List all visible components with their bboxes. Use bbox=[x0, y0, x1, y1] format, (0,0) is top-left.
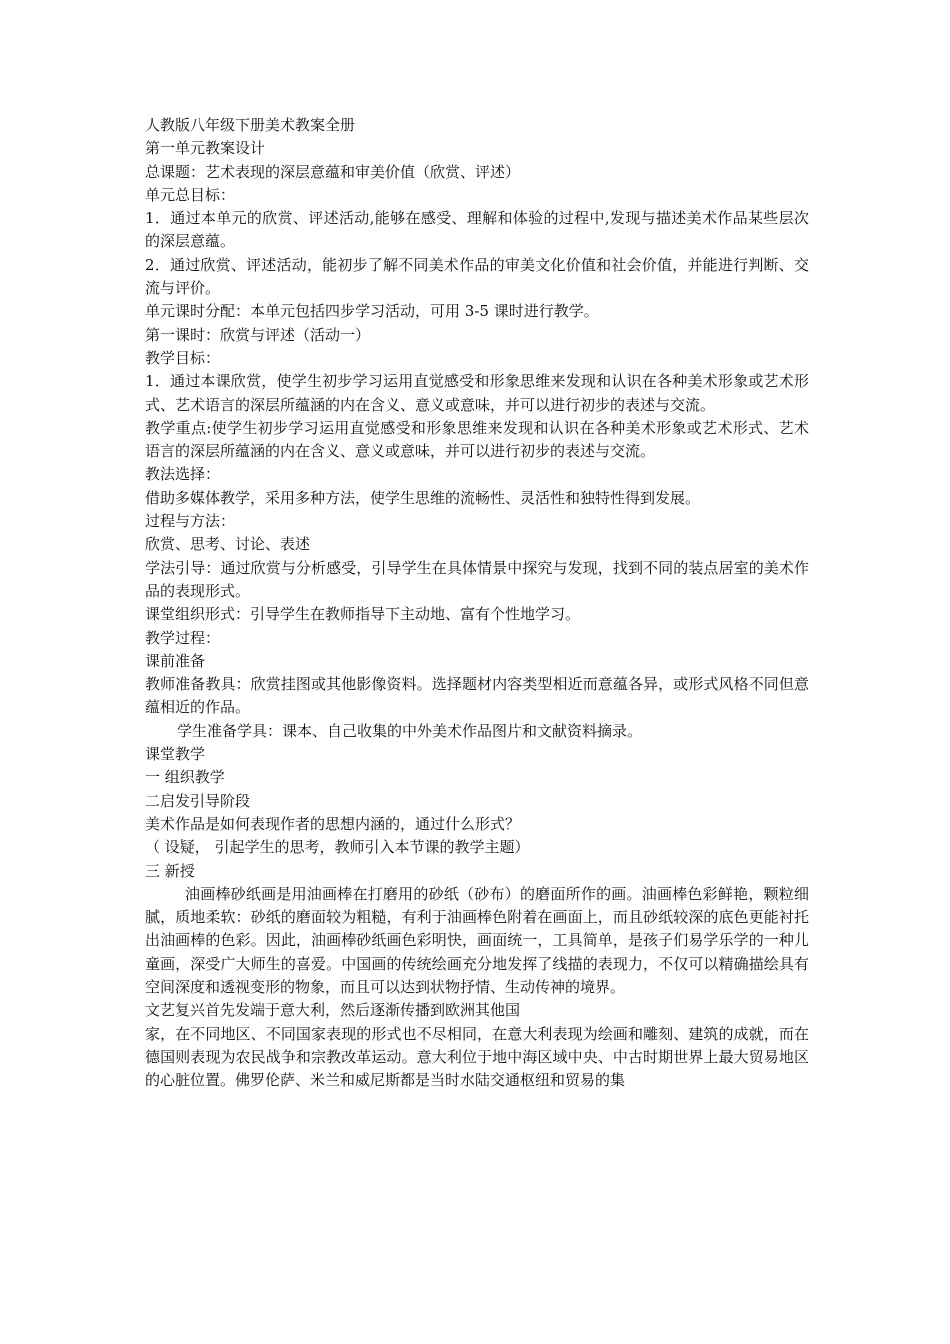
renaissance-paragraph: 家，在不同地区、不同国家表现的形式也不尽相同，在意大利表现为绘画和雕刻、建筑的成就，而在德国则表现为农民战争和宗教改革运动。意大利位于地中海区域中央、中古时期世界上最大贸易地区的心脏位置。佛罗伦萨、米兰和威尼斯都是当时水陆交通枢纽和贸易的集 bbox=[145, 1024, 809, 1090]
general-topic: 总课题：艺术表现的深层意蕴和审美价值（欣赏、评述） bbox=[145, 162, 521, 181]
preparation-heading: 课前准备 bbox=[145, 651, 206, 670]
unit-hours: 单元课时分配：本单元包括四步学习活动，可用 3-5 课时进行教学。 bbox=[145, 302, 599, 321]
teaching-goals-heading: 教学目标： bbox=[145, 348, 221, 367]
process-text: 欣赏、思考、讨论、表述 bbox=[145, 535, 311, 554]
teaching-process-heading: 教学过程： bbox=[145, 628, 221, 647]
teaching-focus: 教学重点:使学生初步学习运用直觉感受和形象思维来发现和认识在各种美术形象或艺术形式、艺术语言的深层所蕴涵的内在含义、意义或意味，并可以进行初步的表述与交流。 bbox=[145, 418, 809, 461]
document-title: 人教版八年级下册美术教案全册 bbox=[145, 116, 356, 134]
question-note: （ 设疑， 引起学生的思考，教师引入本节课的教学主题） bbox=[145, 838, 530, 857]
document-body bbox=[145, 114, 809, 1092]
oil-pastel-paragraph: 油画棒砂纸画是用油画棒在打磨用的砂纸（砂布）的磨面所作的画。油画棒色彩鲜艳，颗粒细腻，质地柔软：砂纸的磨面较为粗糙，有利于油画棒色附着在画面上，而且砂纸较深的底色更能衬托出油画棒的色彩。因此，油画棒砂纸画色彩明快，画面统一，工具简单，是孩子们易学乐学的一种儿童画，深受广大师生的喜爱。中国画的传统绘画充分地发挥了线描的表现力，不仅可以精确描绘具有空间深度和透视变形的物象，而且可以达到状物抒情、生动传神的境界。 bbox=[145, 884, 809, 996]
learning-guide: 学法引导：通过欣赏与分析感受，引导学生在具体情景中探究与发现，找到不同的装点居室的美术作品的表现形式。 bbox=[145, 558, 809, 600]
unit-goal-1: 1．通过本单元的欣赏、评述活动,能够在感受、理解和体验的过程中,发现与描述美术作品某些层次的深层意蕴。 bbox=[145, 209, 809, 251]
process-heading: 过程与方法： bbox=[145, 512, 236, 531]
renaissance-line: 文艺复兴首先发端于意大利，然后逐渐传播到欧洲其他国 bbox=[145, 1001, 521, 1020]
step-2: 二启发引导阶段 bbox=[145, 791, 251, 810]
teaching-goal-1: 1．通过本课欣赏，使学生初步学习运用直觉感受和形象思维来发现和认识在各种美术形象或艺术形式、艺术语言的深层所蕴涵的内在含义、意义或意味，并可以进行初步的表述与交流。 bbox=[145, 372, 809, 414]
unit-goal-2: 2．通过欣赏、评述活动，能初步了解不同美术作品的审美文化价值和社会价值，并能进行判断、交流与评价。 bbox=[145, 255, 809, 298]
guiding-question: 美术作品是如何表现作者的思想内涵的，通过什么形式？ bbox=[145, 814, 521, 833]
lesson-1-heading: 第一课时：欣赏与评述（活动一） bbox=[145, 325, 371, 344]
unit-heading: 第一单元教案设计 bbox=[145, 139, 266, 158]
teacher-preparation: 教师准备教具：欣赏挂图或其他影像资料。选择题材内容类型相近而意蕴各异，或形式风格不同但意蕴相近的作品。 bbox=[145, 675, 809, 717]
step-3: 三 新授 bbox=[145, 861, 195, 880]
classroom-teaching-heading: 课堂教学 bbox=[145, 745, 206, 764]
unit-goals-heading: 单元总目标： bbox=[145, 185, 236, 204]
class-organization: 课堂组织形式：引导学生在教师指导下主动地、富有个性地学习。 bbox=[145, 605, 581, 624]
student-preparation: 学生准备学具：课本、自己收集的中外美术作品图片和文献资料摘录。 bbox=[177, 721, 643, 740]
step-1: 一 组织教学 bbox=[145, 768, 225, 787]
method-text: 借助多媒体教学，采用多种方法，使学生思维的流畅性、灵活性和独特性得到发展。 bbox=[145, 488, 701, 507]
method-heading: 教法选择： bbox=[145, 465, 221, 484]
